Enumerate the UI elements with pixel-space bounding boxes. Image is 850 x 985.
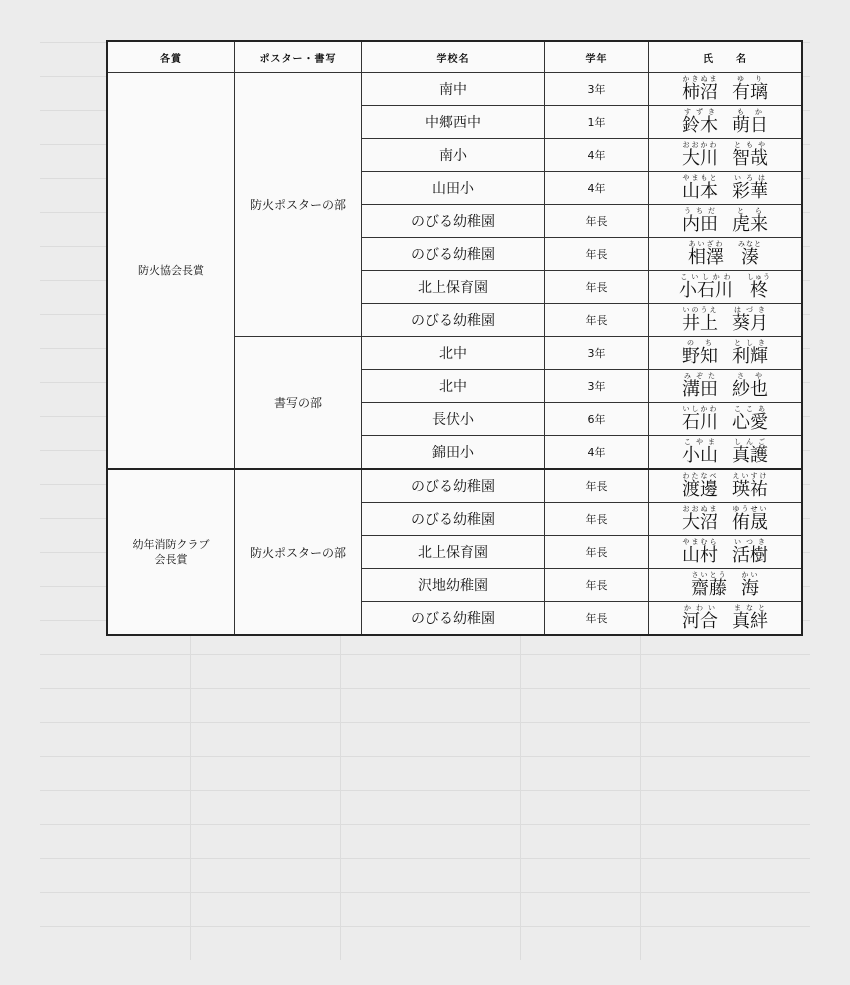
student-name	[682, 338, 768, 367]
table-body	[107, 73, 802, 636]
furigana: おおぬま	[682, 504, 718, 513]
school-cell: 長伏小	[362, 403, 545, 436]
student-name	[688, 239, 762, 268]
furigana: すずき	[682, 107, 718, 116]
student-name	[682, 206, 768, 235]
grade-cell: 3年	[545, 73, 649, 106]
first-name: 活樹いつき	[732, 537, 768, 566]
name-cell	[649, 602, 803, 636]
first-name: 瑛祐えいすけ	[732, 471, 768, 500]
last-name: 小石川こいしかわ	[679, 272, 733, 301]
school-cell: 中郷西中	[362, 106, 545, 139]
name-cell	[649, 205, 803, 238]
furigana: かい	[741, 570, 759, 579]
student-name	[682, 504, 768, 533]
name-cell	[649, 73, 803, 106]
name-cell	[649, 569, 803, 602]
grade-cell: 年長	[545, 304, 649, 337]
header-award: 各賞	[107, 41, 235, 73]
furigana: あいざわ	[688, 239, 724, 248]
name-cell	[649, 271, 803, 304]
furigana: もか	[732, 107, 768, 116]
school-cell: のびる幼稚園	[362, 469, 545, 503]
last-name: 石川いしかわ	[682, 404, 718, 433]
school-cell: のびる幼稚園	[362, 304, 545, 337]
student-name	[682, 537, 768, 566]
header-school: 学校名	[362, 41, 545, 73]
student-name	[679, 272, 771, 301]
last-name: 内田うちだ	[682, 206, 718, 235]
first-name: 真絆まなと	[732, 603, 768, 632]
name-cell	[649, 304, 803, 337]
header-grade: 学年	[545, 41, 649, 73]
last-name: 山本やまもと	[682, 173, 718, 202]
grade-cell: 年長	[545, 569, 649, 602]
school-cell: 錦田小	[362, 436, 545, 470]
school-cell: のびる幼稚園	[362, 602, 545, 636]
last-name: 井上いのうえ	[682, 305, 718, 334]
header-name: 氏 名	[649, 41, 803, 73]
grade-cell: 年長	[545, 238, 649, 271]
school-cell: のびる幼稚園	[362, 238, 545, 271]
first-name: 侑晟ゆうせい	[732, 504, 768, 533]
student-name	[682, 107, 768, 136]
grade-cell: 4年	[545, 436, 649, 470]
last-name: 鈴木すずき	[682, 107, 718, 136]
grade-cell: 年長	[545, 469, 649, 503]
name-cell	[649, 172, 803, 205]
furigana: やまむら	[682, 537, 718, 546]
furigana: ゆうせい	[732, 504, 768, 513]
grade-cell: 年長	[545, 271, 649, 304]
furigana: しんご	[732, 437, 768, 446]
table-row	[107, 73, 802, 106]
furigana: しゅう	[747, 272, 771, 281]
school-cell: のびる幼稚園	[362, 205, 545, 238]
last-name: 山村やまむら	[682, 537, 718, 566]
furigana: こやま	[682, 437, 718, 446]
furigana: おおかわ	[682, 140, 718, 149]
award-cell: 防火協会長賞	[107, 73, 235, 470]
grade-cell: 6年	[545, 403, 649, 436]
first-name: 柊しゅう	[747, 272, 771, 301]
student-name	[682, 173, 768, 202]
furigana: ここあ	[732, 404, 768, 413]
student-name	[682, 140, 768, 169]
grade-cell: 1年	[545, 106, 649, 139]
furigana: まなと	[732, 603, 768, 612]
first-name: 真護しんご	[732, 437, 768, 466]
name-cell	[649, 436, 803, 470]
first-name: 葵月はづき	[732, 305, 768, 334]
last-name: 齋藤さいとう	[691, 570, 727, 599]
student-name	[682, 371, 768, 400]
last-name: 小山こやま	[682, 437, 718, 466]
header-category: ポスター・書写	[235, 41, 362, 73]
student-name	[682, 305, 768, 334]
school-cell: 北中	[362, 337, 545, 370]
student-name	[682, 471, 768, 500]
name-cell	[649, 370, 803, 403]
student-name	[682, 437, 768, 466]
student-name	[682, 603, 768, 632]
student-name	[691, 570, 759, 599]
furigana: としき	[732, 338, 768, 347]
first-name: 萌日もか	[732, 107, 768, 136]
furigana: みぞた	[682, 371, 718, 380]
school-cell: 北上保育園	[362, 271, 545, 304]
furigana: とら	[732, 206, 768, 215]
grade-cell: 4年	[545, 172, 649, 205]
first-name: 湊みなと	[738, 239, 762, 268]
grade-cell: 3年	[545, 370, 649, 403]
last-name: 大川おおかわ	[682, 140, 718, 169]
school-cell: のびる幼稚園	[362, 503, 545, 536]
furigana: こいしかわ	[679, 272, 733, 281]
last-name: 河合かわい	[682, 603, 718, 632]
furigana: かわい	[682, 603, 718, 612]
furigana: のち	[682, 338, 718, 347]
first-name: 虎来とら	[732, 206, 768, 235]
first-name: 有璃ゆり	[732, 74, 768, 103]
grade-cell: 年長	[545, 503, 649, 536]
student-name	[682, 404, 768, 433]
first-name: 紗也さや	[732, 371, 768, 400]
last-name: 相澤あいざわ	[688, 239, 724, 268]
name-cell	[649, 238, 803, 271]
school-cell: 山田小	[362, 172, 545, 205]
grade-cell: 4年	[545, 139, 649, 172]
name-cell	[649, 403, 803, 436]
school-cell: 沢地幼稚園	[362, 569, 545, 602]
last-name: 大沼おおぬま	[682, 504, 718, 533]
name-cell	[649, 139, 803, 172]
furigana: さいとう	[691, 570, 727, 579]
table-header-row	[107, 41, 802, 73]
name-cell	[649, 536, 803, 569]
furigana: いしかわ	[682, 404, 718, 413]
last-name: 野知のち	[682, 338, 718, 367]
furigana: いのうえ	[682, 305, 718, 314]
furigana: やまもと	[682, 173, 718, 182]
school-cell: 南中	[362, 73, 545, 106]
award-cell: 幼年消防クラブ 会長賞	[107, 469, 235, 635]
furigana: かきぬま	[682, 74, 718, 83]
student-name	[682, 74, 768, 103]
name-cell	[649, 337, 803, 370]
name-cell	[649, 106, 803, 139]
school-cell: 北中	[362, 370, 545, 403]
first-name: 利輝としき	[732, 338, 768, 367]
furigana: いつき	[732, 537, 768, 546]
furigana: いろは	[732, 173, 768, 182]
school-cell: 南小	[362, 139, 545, 172]
grade-cell: 3年	[545, 337, 649, 370]
school-cell: 北上保育園	[362, 536, 545, 569]
award-recipients-table	[106, 40, 803, 636]
furigana: えいすけ	[732, 471, 768, 480]
first-name: 海かい	[741, 570, 759, 599]
grade-cell: 年長	[545, 205, 649, 238]
furigana: はづき	[732, 305, 768, 314]
category-cell: 防火ポスターの部	[235, 469, 362, 635]
furigana: ゆり	[732, 74, 768, 83]
table-row	[107, 469, 802, 503]
first-name: 智哉ともや	[732, 140, 768, 169]
grade-cell: 年長	[545, 602, 649, 636]
grade-cell: 年長	[545, 536, 649, 569]
category-cell: 防火ポスターの部	[235, 73, 362, 337]
name-cell	[649, 469, 803, 503]
furigana: みなと	[738, 239, 762, 248]
furigana: うちだ	[682, 206, 718, 215]
name-cell	[649, 503, 803, 536]
first-name: 彩華いろは	[732, 173, 768, 202]
last-name: 渡邊わたなべ	[682, 471, 718, 500]
furigana: わたなべ	[682, 471, 718, 480]
first-name: 心愛ここあ	[732, 404, 768, 433]
furigana: さや	[732, 371, 768, 380]
category-cell: 書写の部	[235, 337, 362, 470]
last-name: 柿沼かきぬま	[682, 74, 718, 103]
furigana: ともや	[732, 140, 768, 149]
last-name: 溝田みぞた	[682, 371, 718, 400]
